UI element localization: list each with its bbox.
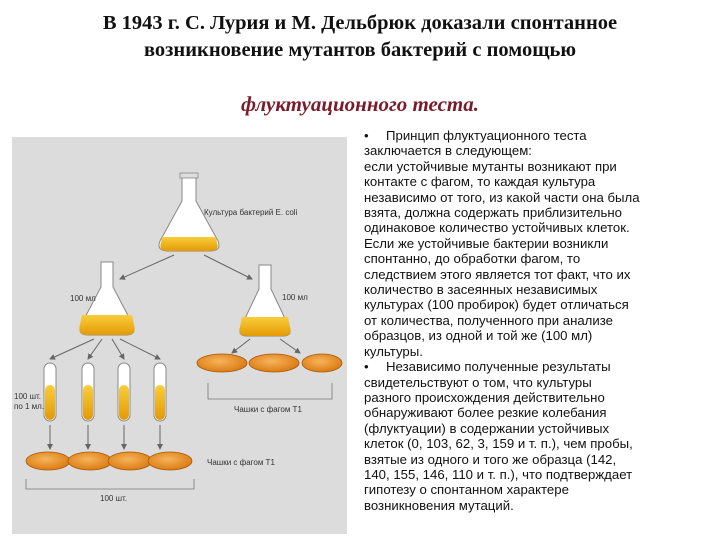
p2-line: свидетельствуют о том, что культуры <box>364 374 592 390</box>
top-flask-liquid <box>160 237 217 251</box>
plate-right-2 <box>249 354 299 372</box>
p1-line: от количества, полученного при анализе <box>364 312 613 328</box>
tubes-label-2: по 1 мл. <box>14 402 45 411</box>
p1-line: независимо от того, из какой части она была <box>364 189 640 205</box>
p1-line: спонтанно, до обработки фагом, то <box>364 251 581 267</box>
plate-bottom-1 <box>26 452 70 470</box>
p1-line: если устойчивые мутанты возникают при <box>364 158 617 174</box>
flask-label: Культура бактерий E. coli <box>204 208 298 217</box>
paragraph-2-lead: Независимо полученные результаты <box>386 359 611 375</box>
plate-right-3 <box>302 354 342 372</box>
p2-line: возникновения мутаций. <box>364 497 514 513</box>
tubes-label-1: 100 шт. <box>14 392 41 401</box>
p2-line: 140, 155, 146, 110 и т. п.), что подтверждает <box>364 466 633 482</box>
arrow-to-left-flask <box>120 255 174 279</box>
paragraph-2 <box>364 359 714 513</box>
paragraph-1-lead: Принцип флуктуационного теста <box>386 128 587 143</box>
p1-line: заключается в следующем: <box>364 143 532 159</box>
p1-line: культуры. <box>364 343 423 359</box>
test-tubes <box>44 363 166 421</box>
p1-line: культурах (100 пробирок) будет отличаться <box>364 297 629 313</box>
bottom-plates-bracket <box>26 479 194 489</box>
paragraph-1 <box>364 128 714 359</box>
bottom-count-label: 100 шт. <box>100 494 127 503</box>
p1-line: Если же устойчивые бактерии возникли <box>364 235 609 251</box>
plate-bottom-4 <box>148 452 192 470</box>
p2-line: разного происхождения действительно <box>364 389 605 405</box>
explanation-text <box>364 128 714 513</box>
right-volume-label: 100 мл <box>282 293 308 302</box>
p2-line: гипотезу о спонтанном характере <box>364 482 569 498</box>
p2-line: обнаруживают более резкие колебания <box>364 405 607 421</box>
plates-right-label: Чашки с фагом Т1 <box>234 405 302 414</box>
plate-bottom-3 <box>108 452 152 470</box>
p1-line: следствием этого является тот факт, что их <box>364 266 631 282</box>
p1-line: количество в засеянных независимых <box>364 282 598 298</box>
plate-right-1 <box>197 354 247 372</box>
p1-line: взята, должна содержать приблизительно <box>364 205 622 221</box>
p1-line: контакте с фагом, то каждая культура <box>364 174 596 190</box>
right-flask-liquid <box>239 317 290 336</box>
arrow-to-right-flask <box>204 255 252 279</box>
left-flask-liquid <box>79 315 134 335</box>
p2-line: взятые из одного и того же образца (142, <box>364 451 617 467</box>
slide-subtitle: флуктуационного теста. <box>240 92 479 116</box>
bullet-2: • <box>364 359 369 375</box>
fluctuation-test-figure <box>12 137 347 534</box>
right-plates-bracket <box>208 383 332 399</box>
plates-bottom-label: Чашки с фагом Т1 <box>207 458 275 467</box>
title-line-2: возникновение мутантов бактерий с помощью <box>143 39 577 61</box>
left-volume-label: 100 мл <box>70 294 96 303</box>
title-line-1: В 1943 г. С. Лурия и М. Дельбрюк доказали спонтанное <box>102 12 618 34</box>
p2-line: (флуктуации) в содержании устойчивых <box>364 420 610 436</box>
plate-bottom-2 <box>68 452 112 470</box>
slide-title <box>20 10 700 64</box>
p1-line: одинаковое количество устойчивых клеток. <box>364 220 630 236</box>
p2-line: клеток (0, 103, 62, 3, 159 и т. п.), чем пробы, <box>364 436 633 452</box>
bullet-1: • <box>364 128 369 143</box>
p1-line: образцов, из одной и той же (100 мл) <box>364 328 593 344</box>
